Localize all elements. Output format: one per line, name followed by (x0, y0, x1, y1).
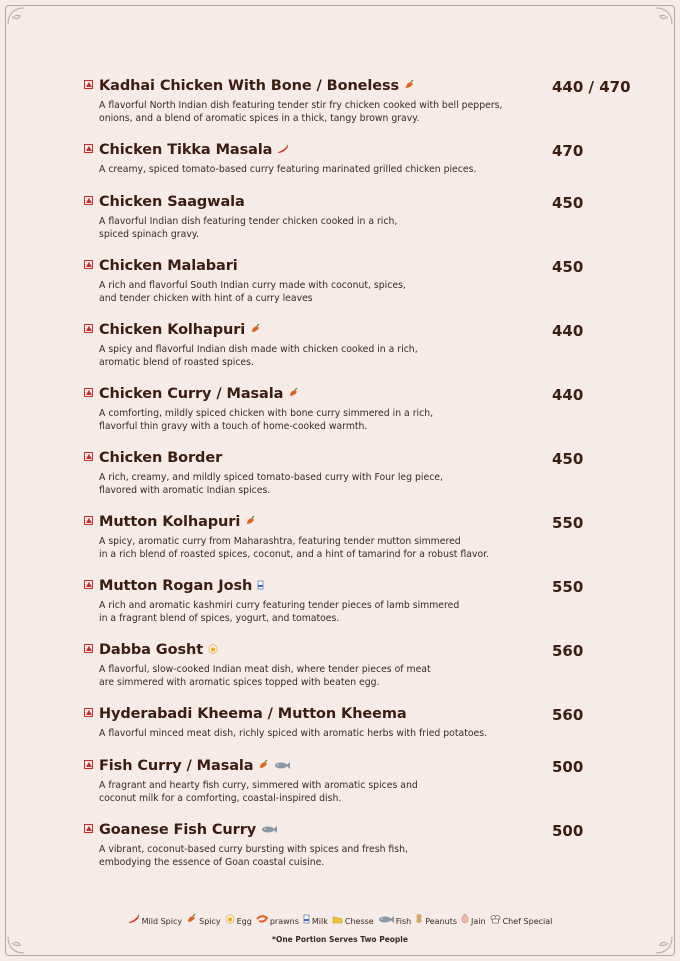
non-veg-mark-icon (84, 824, 93, 833)
dish-description: A comforting, mildly spiced chicken with bone curry simmered in a rich, flavorful thin gravy with a touch of home-cooked warmth. (99, 408, 434, 432)
non-veg-mark-icon (84, 144, 93, 153)
non-veg-mark-icon (84, 388, 93, 397)
spicy-icon (245, 514, 256, 530)
dish-name-text: Mutton Kolhapuri (99, 514, 241, 530)
legend-item (128, 914, 182, 926)
dish-description: A flavorful Indian dish featuring tender chicken cooked in a rich, spiced spinach gravy. (99, 216, 398, 240)
dish-name (99, 258, 238, 274)
legend-item (461, 913, 486, 926)
non-veg-mark-icon (84, 196, 93, 205)
dish-description: A flavorful minced meat dish, richly spiced with aromatic herbs with fried potatoes. (99, 728, 488, 739)
legend-item (225, 914, 252, 926)
milk-icon (303, 913, 310, 926)
dietary-legend (0, 913, 680, 926)
dish-name-text: Kadhai Chicken With Bone / Boneless (99, 78, 400, 94)
corner-ornament-icon (6, 6, 26, 26)
non-veg-mark-icon (84, 644, 93, 653)
prawns-icon (256, 914, 268, 926)
dish-name (99, 706, 407, 722)
dish-price: 440 (552, 386, 584, 404)
legend-item (332, 915, 374, 926)
dish-name (99, 142, 289, 158)
legend-label: Milk (311, 917, 328, 926)
dish-description: A rich, creamy, and mildly spiced tomato-based curry with Four leg piece, flavored with aromatic Indian spices. (99, 472, 443, 496)
legend-item (303, 913, 328, 926)
dish-price: 440 (552, 322, 584, 340)
legend-label: Chef Special (502, 917, 553, 926)
fish-icon (261, 822, 277, 838)
dish-price: 470 (552, 142, 584, 160)
dish-description: A rich and aromatic kashmiri curry featuring tender pieces of lamb simmered in a fragrant blend of spices, yogurt, and tomatoes. (99, 600, 460, 624)
legend-label: Fish (395, 917, 412, 926)
legend-label: prawns (269, 917, 299, 926)
egg-icon (208, 642, 218, 658)
dish-price: 560 (552, 642, 584, 660)
legend-item (378, 915, 411, 926)
corner-ornament-icon (654, 6, 674, 26)
non-veg-mark-icon (84, 452, 93, 461)
legend-item (256, 914, 299, 926)
dish-price: 560 (552, 706, 584, 724)
spicy-icon (186, 913, 197, 926)
dish-description: A spicy and flavorful Indian dish made with chicken cooked in a rich, aromatic blend of roasted spices. (99, 344, 418, 368)
non-veg-mark-icon (84, 260, 93, 269)
non-veg-mark-icon (84, 708, 93, 717)
dish-price: 500 (552, 822, 584, 840)
legend-label: Mild Spicy (141, 917, 183, 926)
spicy-icon (404, 78, 415, 94)
dish-name (99, 194, 245, 210)
dish-name-text: Chicken Tikka Masala (99, 142, 273, 158)
portion-note: *One Portion Serves Two People (272, 935, 408, 944)
non-veg-mark-icon (84, 80, 93, 89)
dish-name (99, 514, 256, 530)
dish-name-text: Goanese Fish Curry (99, 822, 257, 838)
non-veg-mark-icon (84, 580, 93, 589)
dish-description: A fragrant and hearty fish curry, simmered with aromatic spices and coconut milk for a comforting, coastal-inspired dish. (99, 780, 418, 804)
legend-label: Egg (236, 917, 252, 926)
dish-name (99, 758, 290, 774)
dish-description: A creamy, spiced tomato-based curry featuring marinated grilled chicken pieces. (99, 164, 477, 175)
dish-name-text: Fish Curry / Masala (99, 758, 254, 774)
dish-price: 450 (552, 258, 584, 276)
non-veg-mark-icon (84, 516, 93, 525)
mild-spicy-icon (277, 142, 289, 158)
spicy-icon (258, 758, 269, 774)
cheese-icon (332, 915, 343, 926)
legend-label: Spicy (199, 917, 221, 926)
dish-price: 550 (552, 514, 584, 532)
spicy-icon (288, 386, 299, 402)
dish-name-text: Hyderabadi Kheema / Mutton Kheema (99, 706, 407, 722)
dish-price: 500 (552, 758, 584, 776)
dish-name-text: Chicken Kolhapuri (99, 322, 246, 338)
fish-icon (274, 758, 290, 774)
dish-name-text: Mutton Rogan Josh (99, 578, 253, 594)
spicy-icon (250, 322, 261, 338)
legend-item (490, 914, 553, 926)
legend-label: Jain (471, 917, 486, 926)
legend-label: Chesse (344, 917, 374, 926)
dish-name-text: Chicken Border (99, 450, 223, 466)
dish-description: A flavorful North Indian dish featuring tender stir fry chicken cooked with bell peppers, onions, and a blend of aromatic spices in a thick, tangy brown gravy. (99, 100, 503, 124)
non-veg-mark-icon (84, 324, 93, 333)
dish-price: 450 (552, 450, 584, 468)
dish-name (99, 322, 261, 338)
jain-icon (461, 913, 469, 926)
dish-description: A flavorful, slow-cooked Indian meat dish, where tender pieces of meat are simmered with aromatic spices topped with beaten egg. (99, 664, 431, 688)
egg-icon (225, 914, 235, 926)
peanuts-icon (415, 913, 423, 926)
legend-item (186, 913, 221, 926)
dish-description: A rich and flavorful South Indian curry made with coconut, spices, and tender chicken with hint of a curry leaves (99, 280, 406, 304)
dish-description: A vibrant, coconut-based curry bursting with spices and fresh fish, embodying the essence of Goan coastal cuisine. (99, 844, 408, 868)
dish-name-text: Chicken Saagwala (99, 194, 245, 210)
dish-name-text: Chicken Malabari (99, 258, 238, 274)
dish-name (99, 822, 277, 838)
dish-price: 550 (552, 578, 584, 596)
dish-name-text: Dabba Gosht (99, 642, 204, 658)
mild-spicy-icon (128, 914, 140, 926)
legend-item (415, 913, 457, 926)
legend-label: Peanuts (425, 917, 458, 926)
fish-icon (378, 915, 394, 926)
dish-price: 450 (552, 194, 584, 212)
dish-name (99, 578, 264, 594)
dish-name (99, 78, 415, 94)
dish-name (99, 450, 222, 466)
dish-name (99, 642, 218, 658)
chef-special-icon (490, 914, 501, 926)
dish-description: A spicy, aromatic curry from Maharashtra, featuring tender mutton simmered in a rich blend of roasted spices, coconut, and a hint of tamarind for a robust flavor. (99, 536, 490, 560)
milk-icon (257, 578, 264, 594)
non-veg-mark-icon (84, 760, 93, 769)
dish-name (99, 386, 299, 402)
dish-price: 440 / 470 (552, 78, 631, 96)
dish-name-text: Chicken Curry / Masala (99, 386, 284, 402)
